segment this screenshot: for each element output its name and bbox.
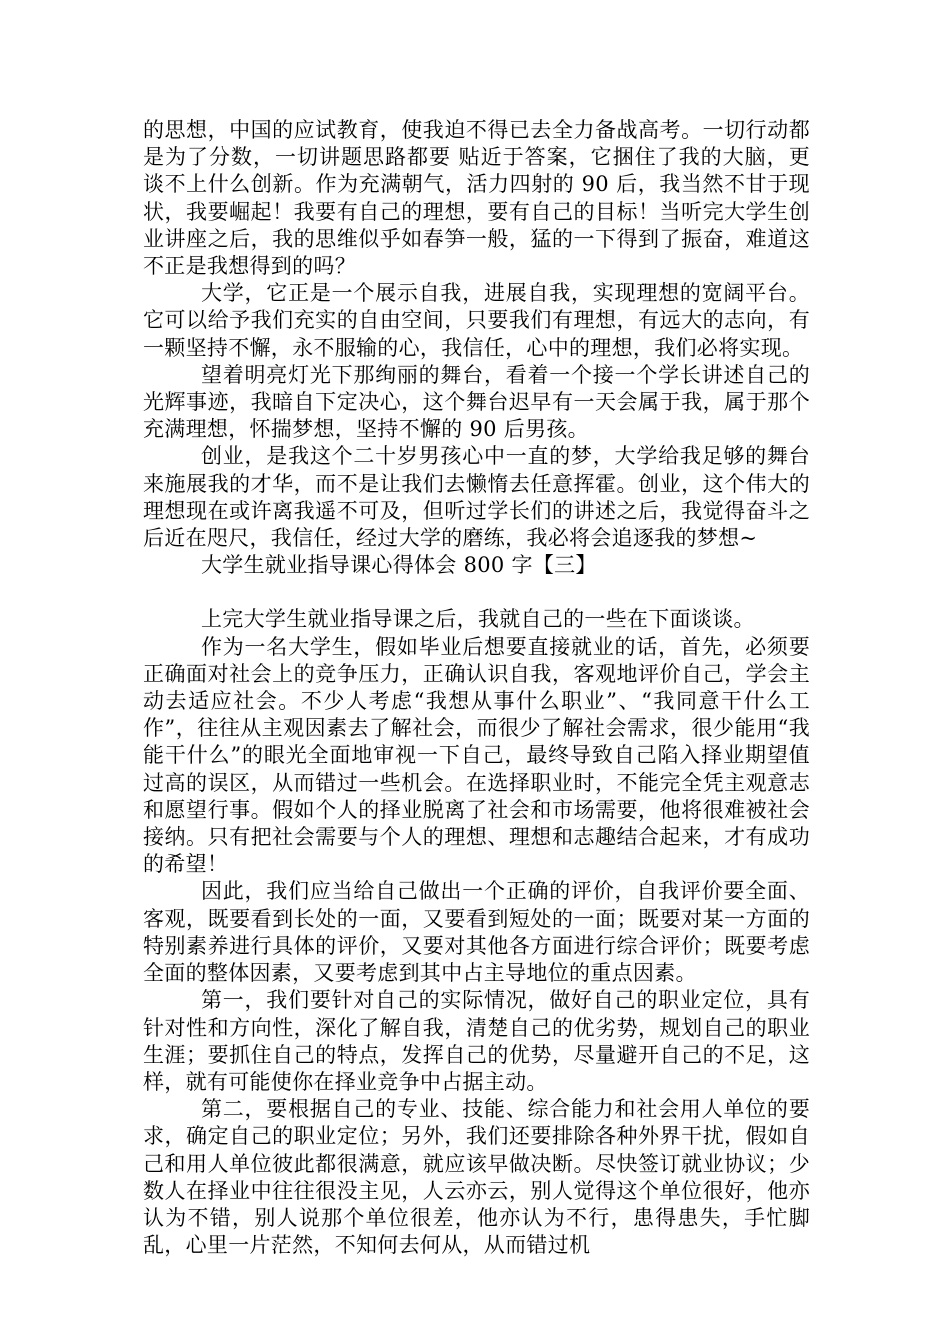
blank-line <box>143 579 810 606</box>
paragraph-4: 创业，是我这个二十岁男孩心中一直的梦，大学给我足够的舞台来施展我的才华，而不是让我们去懒惰去任意挥霍。创业，这个伟大的理想现在或许离我遥不可及，但听过学长们的讲述之后，我觉得奋斗之后近在咫尺，我信任，经过大学的磨练，我必将会追逐我的梦想~ <box>143 444 810 551</box>
paragraph-8: 第一，我们要针对自己的实际情况，做好自己的职业定位，具有针对性和方向性，深化了解自我，清楚自己的优劣势，规划自己的职业生涯；要抓住自己的特点，发挥自己的优势，尽量避开自己的不足，这样，就有可能使你在择业竞争中占据主动。 <box>143 988 810 1094</box>
paragraph-5: 上完大学生就业指导课之后，我就自己的一些在下面谈谈。 <box>201 607 755 632</box>
document-page <box>143 117 810 1259</box>
paragraph-9: 第二，要根据自己的专业、技能、综合能力和社会用人单位的要求，确定自己的职业定位；另外，我们还要排除各种外界干扰，假如自己和用人单位彼此都很满意，就应该早做决断。尽快签订就业协议；少数人在择业中往往很没主见，人云亦云，别人觉得这个单位很好，他亦认为不错，别人说那个单位很差，他亦认为不行，患得患失，手忙脚乱，心里一片茫然，不知何去何从，从而错过机 <box>143 1097 810 1258</box>
paragraph-1: 的思想，中国的应试教育，使我迫不得已去全力备战高考。一切行动都是为了分数，一切讲题思路都要 贴近于答案，它捆住了我的大脑，更谈不上什么创新。作为充满朝气，活力四射的 90 后，我当然不甘于现状，我要崛起！我要有自己的理想，要有自己的目标！当听完大学生创业讲座之后，我的思维似乎如春笋一般，猛的一下得到了振奋，难道这不正是我想得到的吗？ <box>143 118 810 279</box>
section-heading: 大学生就业指导课心得体会 800 字【三】 <box>201 553 597 578</box>
paragraph-7: 因此，我们应当给自己做出一个正确的评价，自我评价要全面、客观，既要看到长处的一面，又要看到短处的一面；既要对某一方面的特别素养进行具体的评价，又要对其他各方面进行综合评价；既要考虑全面的整体因素，又要考虑到其中占主导地位的重点因素。 <box>143 879 810 986</box>
paragraph-6: 作为一名大学生，假如毕业后想要直接就业的话，首先，必须要正确面对社会上的竞争压力，正确认识自我，客观地评价自己，学会主动去适应社会。不少人考虑“我想从事什么职业”、“我同意干什么工作”，往往从主观因素去了解社会，而很少了解社会需求，很少能用“我能干什么”的眼光全面地审视一下自己，最终导致自己陷入择业期望值过高的误区，从而错过一些机会。在选择职业时，不能完全凭主观意志和愿望行事。假如个人的择业脱离了社会和市场需要，他将很难被社会接纳。只有把社会需要与个人的理想、理想和志趣结合起来，才有成功的希望！ <box>143 634 810 877</box>
paragraph-3: 望着明亮灯光下那绚丽的舞台，看着一个接一个学长讲述自己的光辉事迹，我暗自下定决心，这个舞台迟早有一天会属于我，属于那个充满理想，怀揣梦想，坚持不懈的 90 后男孩。 <box>143 362 810 442</box>
paragraph-2: 大学，它正是一个展示自我，进展自我，实现理想的宽阔平台。它可以给予我们充实的自由空间，只要我们有理想，有远大的志向，有一颗坚持不懈，永不服输的心，我信任，心中的理想，我们必将实现。 <box>143 281 810 360</box>
